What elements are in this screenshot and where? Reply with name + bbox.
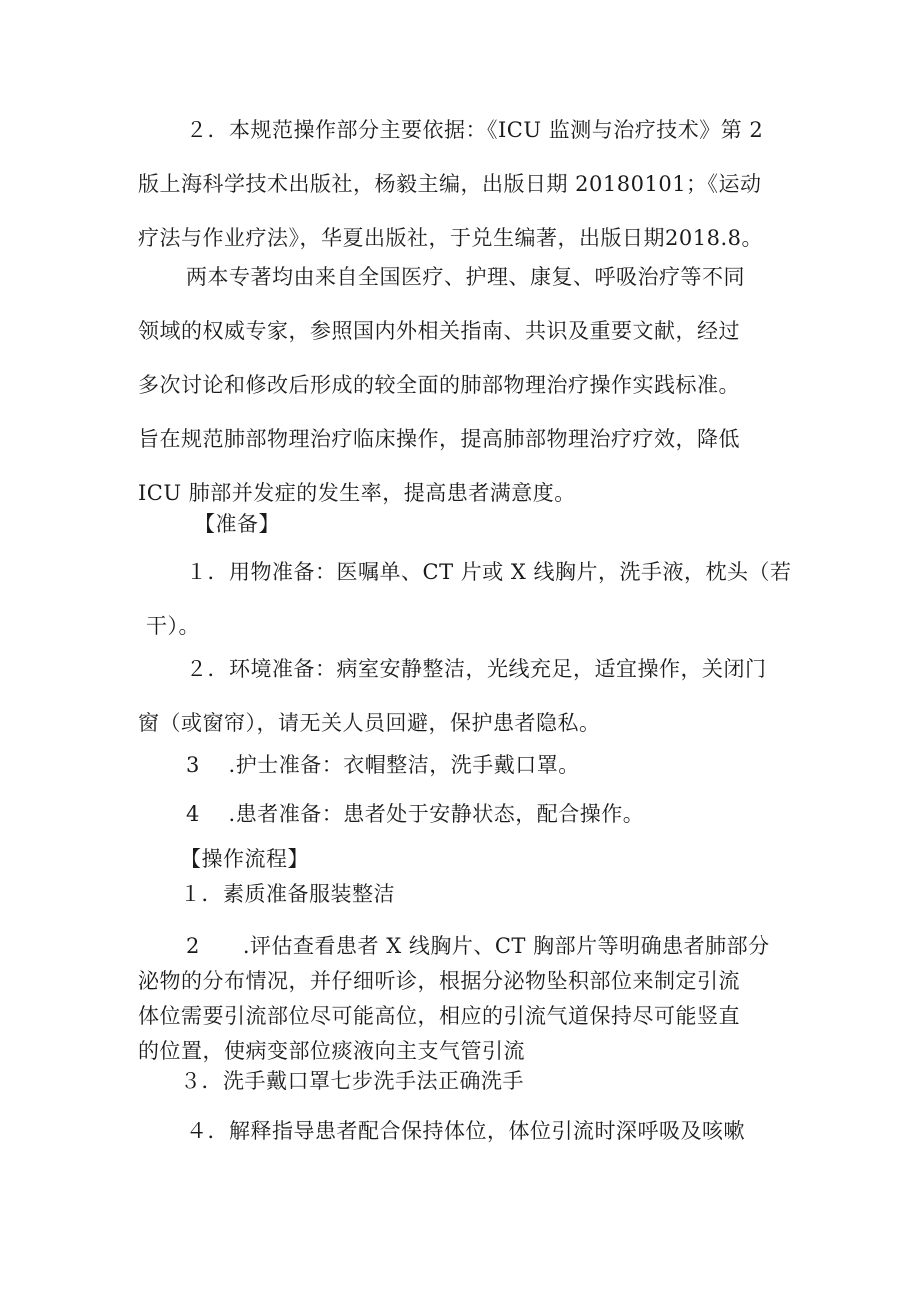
text-line: １．素质准备服装整洁	[180, 882, 395, 906]
text-line: 两本专著均由来自全国医疗、护理、康复、呼吸治疗等不同	[186, 265, 745, 289]
paragraph-purpose	[138, 250, 798, 520]
paragraph-references	[138, 103, 798, 265]
text-line: 体位需要引流部位尽可能高位，相应的引流气道保持尽可能竖直	[138, 1004, 740, 1028]
text-line: ４．解释指导患者配合保持体位，体位引流时深呼吸及咳嗽	[186, 1119, 745, 1143]
prep-item-1	[138, 545, 798, 653]
flow-item-2	[138, 929, 798, 1069]
section-heading-flow	[138, 842, 798, 877]
text-line: 泌物的分布情况，并仔细听诊，根据分泌物坠积部位来制定引流	[138, 969, 740, 993]
text-line: 2 .评估查看患者 X 线胸片、CT 胸部片等明确患者肺部分	[186, 934, 770, 958]
text-line: 版上海科学技术出版社，杨毅主编，出版日期 20180101；《运动	[138, 172, 762, 196]
text-line: ２．本规范操作部分主要依据：《ICU 监测与治疗技术》第 2	[186, 118, 764, 142]
prep-item-3	[138, 738, 798, 792]
text-line: 旨在规范肺部物理治疗临床操作，提高肺部物理治疗疗效，降低	[138, 427, 740, 451]
prep-item-4	[138, 787, 798, 841]
text-line: １．用物准备：医嘱单、CT 片或 X 线胸片，洗手液，枕头（若	[186, 560, 792, 584]
text-line: 4 .患者准备：患者处于安静状态，配合操作。	[186, 802, 645, 826]
text-line: 领域的权威专家，参照国内外相关指南、共识及重要文献，经过	[138, 319, 740, 343]
text-line: 多次讨论和修改后形成的较全面的肺部物理治疗操作实践标准。	[138, 373, 740, 397]
flow-item-3	[138, 1054, 798, 1108]
text-line: 疗法与作业疗法》，华夏出版社，于兑生编著，出版日期2018.8。	[138, 226, 763, 250]
heading-prep: 【准备】	[194, 512, 280, 536]
text-line: 3 .护士准备：衣帽整洁，洗手戴口罩。	[186, 753, 580, 777]
prep-item-2	[138, 642, 798, 750]
flow-item-1	[138, 877, 798, 912]
flow-item-4	[138, 1104, 798, 1158]
text-line: 的位置，使病变部位痰液向主支气管引流	[138, 1039, 525, 1063]
text-line: ICU 肺部并发症的发生率，提高患者满意度。	[138, 481, 576, 505]
text-line: 窗（或窗帘），请无关人员回避，保护患者隐私。	[138, 711, 601, 735]
text-line: ３．洗手戴口罩七步洗手法正确洗手	[180, 1069, 524, 1093]
heading-flow: 【操作流程】	[180, 847, 309, 871]
section-heading-prep	[138, 497, 798, 551]
text-line: 干）。	[146, 614, 200, 638]
text-line: ２．环境准备：病室安静整洁，光线充足，适宜操作，关闭门	[186, 657, 767, 681]
